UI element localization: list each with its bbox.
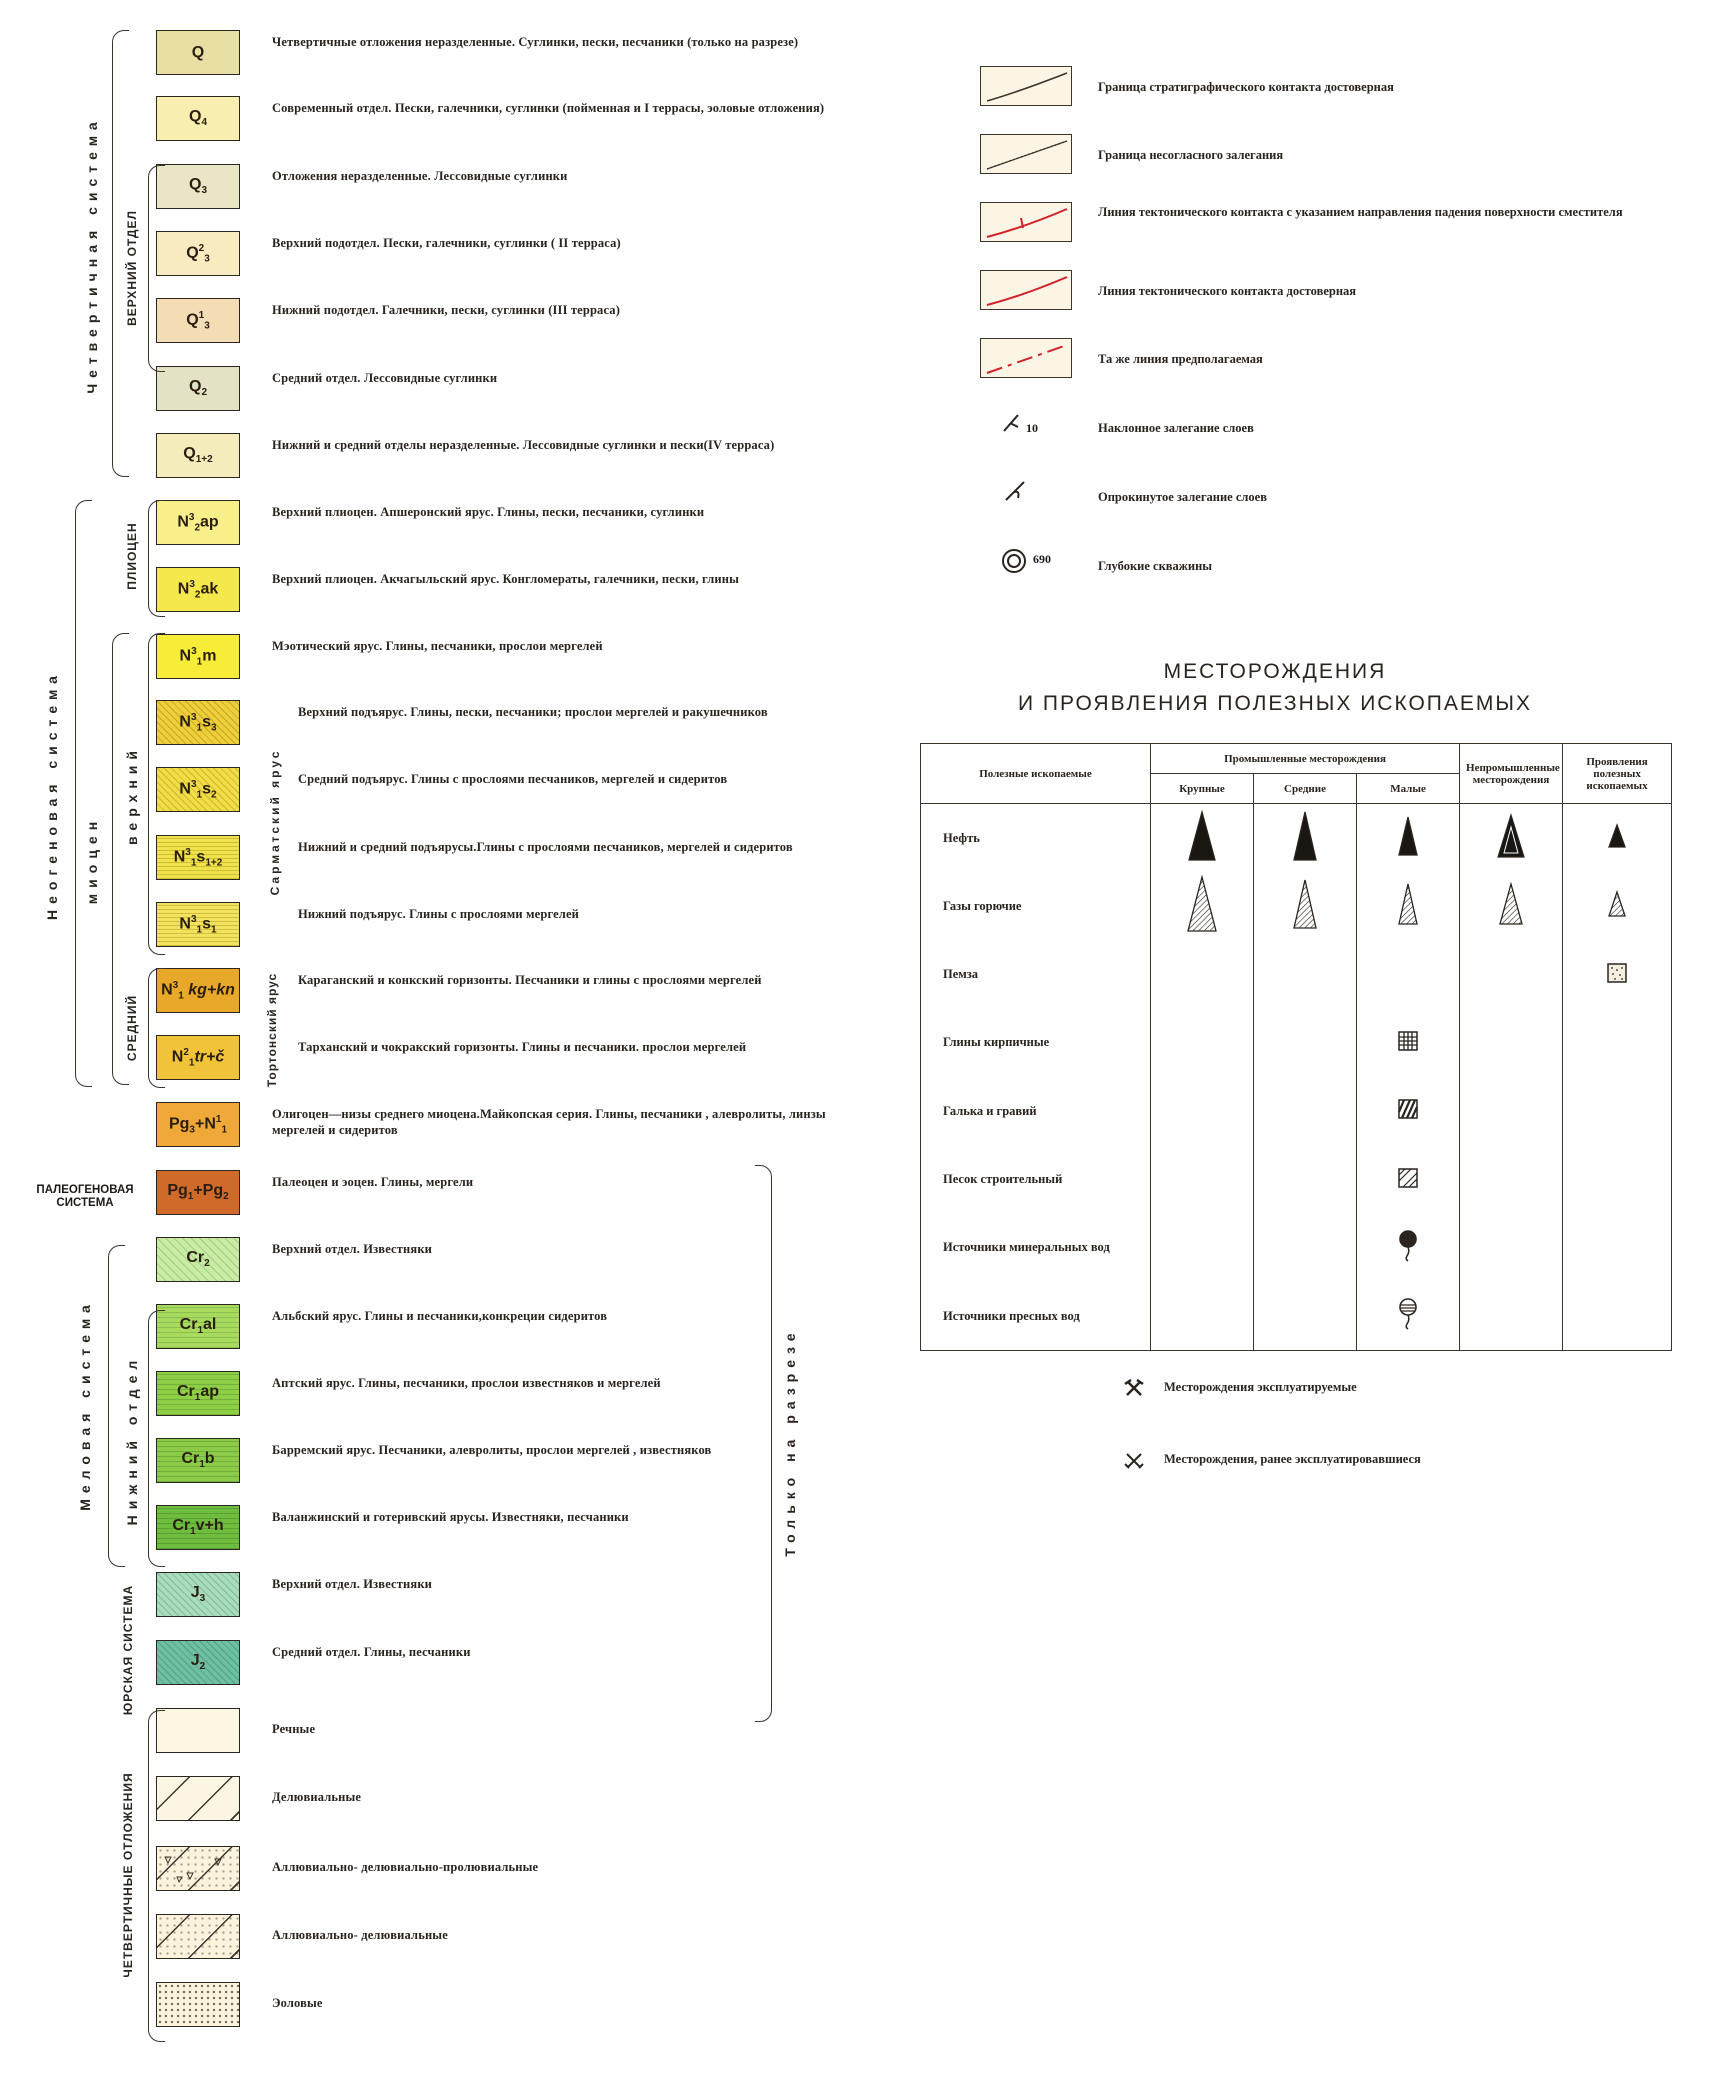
unit-swatch — [156, 1776, 240, 1821]
unit-description: Олигоцен—низы среднего миоцена.Майкопская серия. Глины, песчаники , алевролиты, линзы мергелей и сидеритов — [272, 1107, 826, 1137]
line-symbol-box — [980, 338, 1072, 378]
unit-swatch — [156, 366, 240, 411]
label-upper: верхний — [124, 744, 140, 846]
unit-code: $J_3$ — [190, 1584, 206, 1605]
deposit-name: Глины кирпичные — [921, 1009, 1151, 1077]
unit-description: Делювиальные — [272, 1790, 362, 1804]
unit-code: $N^3_1s_{1+2}$ — [173, 846, 223, 869]
deposit-symbol-cell — [1254, 940, 1357, 1008]
unit-swatch — [156, 1438, 240, 1483]
unit-code: $N^3_1m$ — [179, 645, 217, 668]
unit-code: $N^2_1tr+č$ — [171, 1046, 225, 1069]
unit-swatch — [156, 1035, 240, 1080]
unit-description: Четвертичные отложения неразделенные. Суглинки, пески, песчаники (только на разрезе) — [272, 35, 799, 49]
unit-swatch — [156, 500, 240, 545]
brace-neogene — [75, 500, 92, 1087]
label-quaternary-deposits: ЧЕТВЕРТИЧНЫЕ ОТЛОЖЕНИЯ — [121, 1772, 135, 1978]
deposit-symbol-cell — [1563, 872, 1672, 940]
line-symbol-icon — [981, 203, 1071, 241]
unit-code: $N^3_2ap$ — [177, 511, 219, 534]
deposit-row-fresh-springs — [921, 1282, 1672, 1350]
unit-code: $J_2$ — [190, 1652, 206, 1673]
deposit-row-pebble-gravel — [921, 1077, 1672, 1145]
unit-swatch — [156, 700, 240, 745]
unit-description: Верхний подъярус. Глины, пески, песчаники; прослои мергелей и ракушечников — [298, 705, 768, 719]
line-symbol-text: Граница стратиграфического контакта достоверная — [1098, 80, 1394, 94]
label-pliocene: ПЛИОЦЕН — [125, 522, 139, 590]
unit-description: Верхний отдел. Известняки — [272, 1242, 433, 1256]
deposit-symbol-cell — [1357, 1145, 1460, 1213]
unit-description: Аллювиально- делювиальные — [272, 1928, 448, 1942]
deposit-name: Пемза — [921, 940, 1151, 1008]
line-symbol-text: Та же линия предполагаемая — [1098, 352, 1263, 366]
deposit-symbol-cell — [1254, 1009, 1357, 1077]
unit-description: Нижний и средний отделы неразделенные. Лессовидные суглинки и пески(IV терраса) — [272, 438, 775, 452]
deposit-row-brick-clay — [921, 1009, 1672, 1077]
deposit-symbol-cell — [1460, 872, 1563, 940]
unit-code: $N^3_2ak$ — [177, 578, 219, 601]
unit-code: $Cr_1b$ — [181, 1450, 215, 1471]
deposit-symbol-cell — [1563, 1145, 1672, 1213]
header-nonindustrial: Непромышленные месторождения — [1460, 744, 1563, 804]
unit-swatch — [156, 567, 240, 612]
unit-code: $N^3_1s_2$ — [179, 778, 217, 801]
deposit-symbol-cell — [1254, 1145, 1357, 1213]
deposit-symbol-cell — [1151, 1009, 1254, 1077]
unit-code: $Q_{1+2}$ — [183, 445, 213, 466]
unit-description: Палеоцен и эоцен. Глины, мергели — [272, 1175, 474, 1189]
deposits-table — [920, 743, 1672, 1351]
deposit-name: Песок строительный — [921, 1145, 1151, 1213]
deposit-symbol-cell — [1460, 1009, 1563, 1077]
overturned-symbol-icon — [1000, 478, 1040, 509]
label-quaternary-system: Четвертичная система — [84, 116, 100, 394]
deposit-symbol-cell — [1460, 804, 1563, 872]
deposit-symbol-cell — [1254, 1282, 1357, 1350]
brace-cretaceous — [108, 1245, 125, 1567]
deposit-symbol-cell — [1151, 1077, 1254, 1145]
unit-swatch — [156, 164, 240, 209]
deposit-symbol-cell — [1563, 1009, 1672, 1077]
label-jurassic-system: ЮРСКАЯ СИСТЕМА — [121, 1584, 135, 1716]
deposit-name: Источники пресных вод — [921, 1282, 1151, 1350]
unit-code: $Q^1_3$ — [186, 309, 210, 332]
unit-description: Караганский и конкский горизонты. Песчаники и глины с прослоями мергелей — [298, 973, 762, 987]
unit-swatch — [156, 1846, 240, 1891]
header-industrial: Промышленные месторождения — [1151, 744, 1460, 774]
unit-description: Аптский ярус. Глины, песчаники, прослои известняков и мергелей — [272, 1376, 661, 1390]
unit-description: Аллювиально- делювиально-пролювиальные — [272, 1860, 539, 1874]
unit-description: Средний подъярус. Глины с прослоями песчаников, мергелей и сидеритов — [298, 772, 728, 786]
unit-swatch — [156, 1982, 240, 2027]
unit-swatch — [156, 902, 240, 947]
deposit-symbol-cell — [1563, 1214, 1672, 1282]
unit-swatch — [156, 767, 240, 812]
unit-swatch — [156, 298, 240, 343]
unit-description: Отложения неразделенные. Лессовидные суглинки — [272, 169, 568, 183]
brace-section-only — [755, 1165, 772, 1722]
brace-lower-section — [148, 1310, 165, 1567]
unit-swatch — [156, 96, 240, 141]
deposit-symbol-cell — [1254, 872, 1357, 940]
unit-code: $Pg_3+N^1_1$ — [168, 1113, 228, 1136]
label-paleogene-system: ПАЛЕОГЕНОВАЯ СИСТЕМА — [36, 1184, 134, 1209]
unit-code: $Q_2$ — [188, 378, 207, 399]
header-occurrences: Проявления полезных ископаемых — [1563, 744, 1672, 804]
deposit-name: Источники минеральных вод — [921, 1214, 1151, 1282]
symbol-value-label: 10 — [1026, 421, 1038, 435]
deposit-symbol-cell — [1151, 872, 1254, 940]
unit-description: Современный отдел. Пески, галечники, суглинки (пойменная и I террасы, эоловые отложения) — [272, 101, 825, 115]
deposit-symbol-cell — [1563, 804, 1672, 872]
deposit-symbol-cell — [1357, 804, 1460, 872]
line-symbol-box — [980, 66, 1072, 106]
deposit-symbol-cell — [1254, 1214, 1357, 1282]
unit-description: Мэотический ярус. Глины, песчаники, прослои мергелей — [272, 639, 603, 653]
deposit-symbol-cell — [1254, 804, 1357, 872]
line-symbol-icon — [981, 135, 1071, 173]
unit-code: $Cr_2$ — [186, 1249, 210, 1270]
deposit-symbol-cell — [1151, 1145, 1254, 1213]
label-lower-section: Нижний отдел — [124, 1354, 140, 1526]
borehole-icon — [1000, 547, 1030, 582]
deposit-symbol-cell — [1460, 1282, 1563, 1350]
line-symbol-icon — [981, 67, 1071, 105]
unit-description: Нижний и средний подъярусы.Глины с прослоями песчаников, мергелей и сидеритов — [298, 840, 793, 854]
deposit-name: Нефть — [921, 804, 1151, 872]
unit-code: $Q^2_3$ — [186, 242, 210, 265]
unit-description: Барремский ярус. Песчаники, алевролиты, прослои мергелей , известняков — [272, 1443, 712, 1457]
unit-swatch — [156, 835, 240, 880]
label-middle: СРЕДНИЙ — [125, 994, 139, 1062]
deposit-symbol-cell — [1151, 940, 1254, 1008]
line-symbol-box — [980, 270, 1072, 310]
unit-swatch — [156, 1505, 240, 1550]
deposit-symbol-cell — [1357, 940, 1460, 1008]
label-miocene: миоцен — [84, 815, 100, 905]
unit-description: Тарханский и чокракский горизонты. Глины и песчаники. прослои мергелей — [298, 1040, 747, 1054]
line-symbol-text: Глубокие скважины — [1098, 559, 1213, 573]
unit-swatch — [156, 30, 240, 75]
crossed-hammers-icon — [1124, 1451, 1146, 1469]
deposit-symbol-cell — [1460, 1145, 1563, 1213]
unit-description: Валанжинский и готеривский ярусы. Известняки, песчаники — [272, 1510, 629, 1524]
unit-description: Речные — [272, 1722, 316, 1736]
unit-code: $Q_3$ — [188, 176, 207, 197]
triangle-pattern-icon — [157, 1847, 237, 1889]
deposit-symbol-cell — [1563, 1282, 1672, 1350]
unit-swatch — [156, 1640, 240, 1685]
unit-description: Нижний подъярус. Глины с прослоями мергелей — [298, 907, 580, 921]
brace-pliocene — [148, 500, 165, 617]
unit-description: Верхний подотдел. Пески, галечники, суглинки ( II терраса) — [272, 236, 621, 250]
header-large: Крупные — [1151, 774, 1254, 804]
unit-swatch — [156, 433, 240, 478]
deposit-symbol-cell — [1254, 1077, 1357, 1145]
line-symbol-icon — [981, 271, 1071, 309]
label-section-only: Только на разрезе — [782, 1327, 798, 1557]
unit-code: $Q_4$ — [188, 108, 207, 129]
unit-code: $Cr_1al$ — [179, 1316, 217, 1337]
deposit-symbol-cell — [1563, 940, 1672, 1008]
brace-middle — [148, 968, 165, 1088]
unit-swatch — [156, 1914, 240, 1959]
deposit-symbol-cell — [1357, 1077, 1460, 1145]
header-minerals: Полезные ископаемые — [921, 744, 1151, 804]
header-medium: Средние — [1254, 774, 1357, 804]
brace-upper-section — [148, 165, 165, 372]
unit-description: Верхний плиоцен. Акчагыльский ярус. Конгломераты, галечники, пески, глины — [272, 572, 739, 586]
unit-swatch — [156, 231, 240, 276]
deposit-symbol-cell — [1460, 1077, 1563, 1145]
line-symbol-box — [980, 202, 1072, 242]
brace-quaternary-deposits — [148, 1710, 165, 2042]
deposit-row-mineral-springs — [921, 1214, 1672, 1282]
deposits-title-line1: МЕСТОРОЖДЕНИЯ — [1163, 660, 1387, 683]
header-small: Малые — [1357, 774, 1460, 804]
deposit-symbol-cell — [1357, 1282, 1460, 1350]
note-exploited: Месторождения эксплуатируемые — [1164, 1380, 1357, 1394]
deposit-name: Газы горючие — [921, 872, 1151, 940]
unit-description: Средний отдел. Глины, песчаники — [272, 1645, 471, 1659]
deposit-symbol-cell — [1563, 1077, 1672, 1145]
symbol-value-label: 690 — [1033, 552, 1051, 566]
deposit-symbol-cell — [1460, 1214, 1563, 1282]
line-symbol-text: Линия тектонического контакта достоверная — [1098, 284, 1357, 298]
label-upper-section: ВЕРХНИЙ ОТДЕЛ — [125, 210, 139, 326]
deposit-symbol-cell — [1151, 1214, 1254, 1282]
deposit-name: Галька и гравий — [921, 1077, 1151, 1145]
label-cretaceous-system: Меловая система — [77, 1299, 93, 1511]
unit-swatch — [156, 1237, 240, 1282]
label-sarmatian: Сарматский ярус — [268, 748, 282, 896]
deposit-row-pumice — [921, 940, 1672, 1008]
unit-code: $Cr_1v+h$ — [172, 1517, 224, 1538]
unit-code: $N^3_1$ kg+kn — [161, 979, 235, 1002]
unit-code: $Cr_1ap$ — [176, 1383, 219, 1404]
unit-swatch — [156, 1708, 240, 1753]
deposit-row-building-sand — [921, 1145, 1672, 1213]
unit-swatch — [156, 634, 240, 679]
unit-swatch — [156, 1371, 240, 1416]
unit-description: Верхний отдел. Известняки — [272, 1577, 433, 1591]
line-symbol-text: Линия тектонического контакта с указанием направления падения поверхности сместителя — [1098, 205, 1623, 219]
deposit-symbol-cell — [1357, 1009, 1460, 1077]
unit-description: Нижний подотдел. Галечники, пески, суглинки (III терраса) — [272, 303, 621, 317]
line-symbol-text: Граница несогласного залегания — [1098, 148, 1284, 162]
unit-code: $Pg_1+Pg_2$ — [167, 1182, 229, 1203]
unit-code: Q — [191, 43, 205, 61]
brace-upper — [148, 633, 165, 955]
hammers-icon — [1124, 1379, 1146, 1397]
deposit-symbol-cell — [1357, 872, 1460, 940]
unit-description: Средний отдел. Лессовидные суглинки — [272, 371, 498, 385]
deposit-symbol-cell — [1460, 940, 1563, 1008]
deposits-title-line2: И ПРОЯВЛЕНИЯ ПОЛЕЗНЫХ ИСКОПАЕМЫХ — [1017, 692, 1532, 715]
deposit-symbol-cell — [1357, 1214, 1460, 1282]
unit-swatch — [156, 1102, 240, 1147]
note-formerly-exploited: Месторождения, ранее эксплуатировавшиеся — [1164, 1452, 1421, 1466]
deposit-row-gas — [921, 872, 1672, 940]
deposit-row-oil — [921, 804, 1672, 872]
unit-swatch — [156, 1170, 240, 1215]
unit-swatch — [156, 1572, 240, 1617]
line-symbol-text: Опрокинутое залегание слоев — [1098, 490, 1267, 504]
unit-swatch — [156, 968, 240, 1013]
unit-code: $N^3_1s_3$ — [179, 711, 217, 734]
unit-swatch — [156, 1304, 240, 1349]
line-symbol-text: Наклонное залегание слоев — [1098, 421, 1254, 435]
unit-description: Альбский ярус. Глины и песчаники,конкреции сидеритов — [272, 1309, 608, 1323]
line-symbol-icon — [981, 339, 1071, 377]
deposit-symbol-cell — [1151, 804, 1254, 872]
unit-description: Верхний плиоцен. Апшеронский ярус. Глины, пески, песчаники, суглинки — [272, 505, 705, 519]
unit-description: Эоловые — [272, 1996, 323, 2010]
label-neogene-system: Неогеновая система — [44, 670, 60, 920]
label-tortonian: Тортонский ярус — [265, 972, 279, 1088]
deposit-symbol-cell — [1151, 1282, 1254, 1350]
unit-code: $N^3_1s_1$ — [179, 913, 217, 936]
line-symbol-box — [980, 134, 1072, 174]
